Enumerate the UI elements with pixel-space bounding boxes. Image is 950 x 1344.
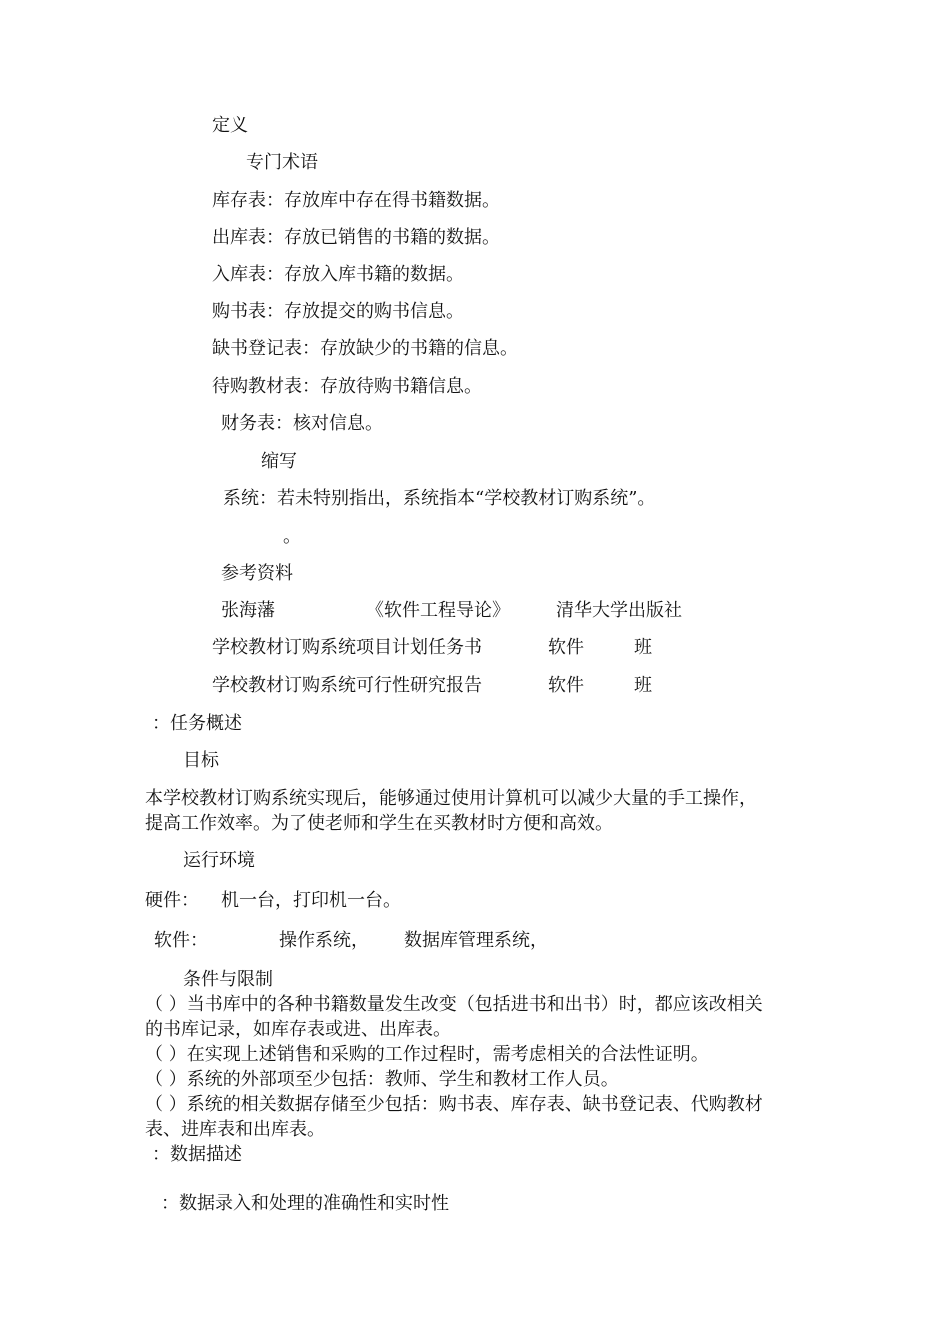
reference-doc-title: 学校教材订购系统项目计划任务书 (212, 637, 482, 658)
constraint-line: （ ）系统的相关数据存储至少包括：购书表、库存表、缺书登记表、代购教材 (145, 1094, 763, 1115)
goal-text: 提高工作效率。为了使老师和学生在买教材时方便和高效。 (145, 813, 613, 834)
term-item: 出库表：存放已销售的书籍的数据。 (212, 227, 500, 248)
hardware-label: 硬件： (145, 890, 199, 911)
constraint-line: （ ）在实现上述销售和采购的工作过程时，需考虑相关的合法性证明。 (145, 1044, 709, 1065)
environment-heading: 运行环境 (183, 850, 255, 871)
term-item: 缺书登记表：存放缺少的书籍的信息。 (212, 338, 518, 359)
software-db: 数据库管理系统， (404, 930, 548, 951)
software-os: 操作系统， (279, 930, 369, 951)
software-label: 软件： (154, 930, 208, 951)
goal-heading: 目标 (183, 750, 219, 771)
hardware-value: 机一台，打印机一台。 (221, 890, 401, 911)
term-item: 库存表：存放库中存在得书籍数据。 (212, 190, 500, 211)
reference-doc-title: 学校教材订购系统可行性研究报告 (212, 675, 482, 696)
constraint-line: 表、进库表和出库表。 (145, 1119, 325, 1140)
constraint-line: （ ）系统的外部项至少包括：教师、学生和教材工作人员。 (145, 1069, 619, 1090)
constraint-line: 的书库记录，如库存表或进、出库表。 (145, 1019, 451, 1040)
term-item: 入库表：存放入库书籍的数据。 (212, 264, 464, 285)
abbrev-heading: 缩写 (261, 451, 297, 472)
goal-text: 本学校教材订购系统实现后，能够通过使用计算机可以减少大量的手工操作， (145, 788, 757, 809)
reference-doc-dept: 软件 (548, 637, 584, 658)
reference-doc-class: 班 (634, 675, 652, 696)
term-item: 财务表：核对信息。 (221, 413, 383, 434)
constraints-heading: 条件与限制 (183, 969, 273, 990)
reference-author: 张海藩 (221, 600, 275, 621)
terms-heading: 专门术语 (246, 152, 318, 173)
reference-publisher: 清华大学出版社 (556, 600, 682, 621)
term-item: 待购教材表：存放待购书籍信息。 (212, 376, 482, 397)
abbrev-line: 系统：若未特别指出，系统指本“学校教材订购系统”。 (223, 488, 656, 509)
definition-heading: 定义 (212, 115, 248, 136)
reference-doc-dept: 软件 (548, 675, 584, 696)
references-heading: 参考资料 (221, 563, 293, 584)
reference-title: 《软件工程导论》 (366, 600, 510, 621)
constraint-line: （ ）当书库中的各种书籍数量发生改变（包括进书和出书）时，都应该改相关 (145, 994, 763, 1015)
reference-doc-class: 班 (634, 637, 652, 658)
abbrev-dot: 。 (283, 526, 301, 547)
overview-heading: ：任务概述 (152, 713, 242, 734)
data-description-heading: ：数据描述 (152, 1144, 242, 1165)
accuracy-heading: ：数据录入和处理的准确性和实时性 (161, 1193, 449, 1214)
term-item: 购书表：存放提交的购书信息。 (212, 301, 464, 322)
